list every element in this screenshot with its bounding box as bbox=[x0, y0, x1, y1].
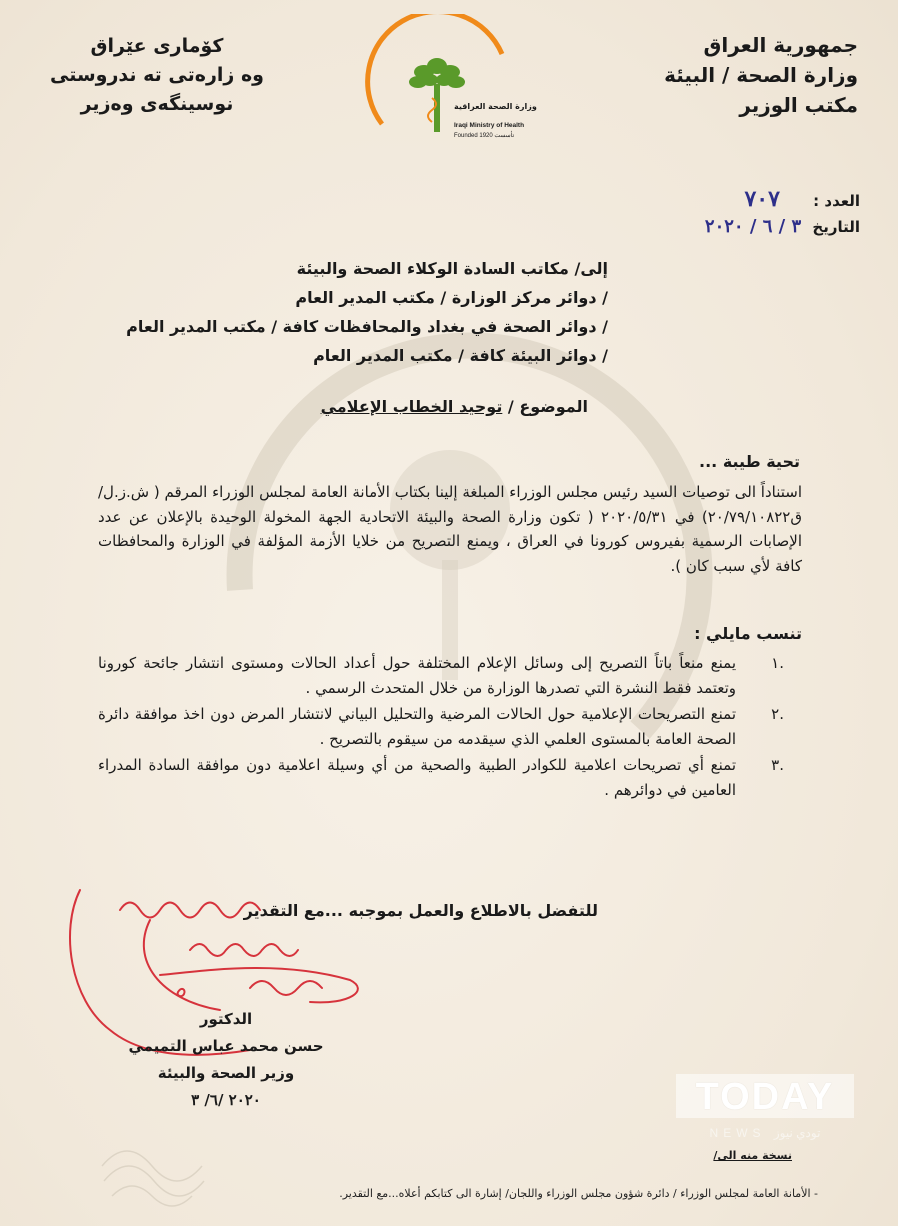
recipient-line: إلى/ مكاتب السادة الوكلاء الصحة والبيئة bbox=[296, 259, 608, 278]
closing-line: للتفضل بالاطلاع والعمل بموجبه ...مع التقدير bbox=[243, 901, 598, 920]
watermark-brand: TODAY bbox=[695, 1076, 835, 1118]
directives-list bbox=[98, 651, 802, 804]
list-item-text: يمنع منعاً باتاً التصريح إلى وسائل الإعلام المختلفة حول أعداد الحالات ومستوى انتشار جائحة كورونا وتعتمد فقط النشرة التي تصدرها الوزارة من خلال المتحدث الرسمي . bbox=[98, 654, 736, 697]
header-kurdish-line: کۆماری عێراق bbox=[90, 35, 224, 57]
list-item bbox=[98, 753, 802, 802]
list-item bbox=[98, 702, 802, 751]
list-item bbox=[98, 651, 802, 700]
greeting: تحية طيبة ... bbox=[699, 452, 800, 471]
signature-block bbox=[126, 1006, 326, 1114]
recipient-line: / دوائر مركز الوزارة / مكتب المدير العام bbox=[295, 288, 608, 307]
signatory-name: حسن محمد عباس التميمي bbox=[128, 1037, 324, 1055]
subject-line bbox=[321, 397, 588, 416]
list-item-text: تمنع أي تصريحات اعلامية للكوادر الطبية والصحية من أي وسيلة اعلامية دون موافقة السادة المدراء العامين في دوائرهم . bbox=[98, 756, 736, 799]
date-label: التاريخ bbox=[812, 218, 860, 236]
logo-name-english: Iraqi Ministry of Health bbox=[454, 122, 525, 129]
number-value: ٧٠٧ bbox=[744, 186, 780, 212]
recipient-line: / دوائر البيئة كافة / مكتب المدير العام bbox=[313, 346, 608, 365]
subject-text: توحيد الخطاب الإعلامي bbox=[320, 397, 503, 416]
header-arabic-line: جمهورية العراق bbox=[703, 33, 858, 57]
today-news-watermark bbox=[676, 1074, 854, 1118]
signatory-title: الدكتور bbox=[199, 1010, 253, 1028]
ministry-logo bbox=[362, 14, 537, 154]
header-arabic-line: مكتب الوزير bbox=[739, 93, 858, 117]
logo-founded: Founded 1920 تأسست bbox=[454, 133, 515, 139]
assign-label: تنسب مايلي : bbox=[694, 624, 802, 643]
watermark-subtext: NEWS تودي نيوز bbox=[709, 1126, 821, 1140]
logo-name-arabic: وزارة الصحة العراقية bbox=[454, 102, 537, 111]
document-date bbox=[705, 216, 860, 237]
header-arabic-line: وزارة الصحة / البيئة bbox=[664, 63, 858, 87]
date-value: ٣ / ٦ / ٢٠٢٠ bbox=[704, 216, 802, 237]
recipients-block bbox=[126, 254, 608, 370]
list-item-number: .٣ bbox=[771, 756, 784, 774]
copy-to-label: نسخة منه الى/ bbox=[713, 1149, 792, 1162]
list-item-number: .٢ bbox=[771, 705, 784, 723]
list-item-text: تمنع التصريحات الإعلامية حول الحالات المرضية والتحليل البياني لانتشار المرض دون اخذ موافقة دائرة الصحة العامة بالمستوى العلمي الذي سيقدمه من سيقوم بالتصريح . bbox=[98, 705, 736, 748]
header-kurdish-line: نوسینگەی وەزیر bbox=[80, 93, 234, 115]
header-kurdish bbox=[42, 32, 272, 119]
header-kurdish-line: وه زارەتی تە ندروستی bbox=[49, 64, 264, 86]
list-item-number: .١ bbox=[771, 654, 784, 672]
recipient-line: / دوائر الصحة في بغداد والمحافظات كافة / مكتب المدير العام bbox=[126, 317, 608, 336]
footer-copy-recipient: - الأمانة العامة لمجلس الوزراء / دائرة شؤون مجلس الوزراء واللجان/ إشارة الى كتابكم أعلاه...مع التقدير. bbox=[339, 1187, 818, 1200]
signature-date: ٢٠٢٠ /٦/ ٣ bbox=[191, 1091, 261, 1109]
signatory-position: وزير الصحة والبيئة bbox=[157, 1064, 295, 1082]
document-number bbox=[744, 186, 860, 212]
subject-label: الموضوع / bbox=[507, 397, 588, 416]
header-arabic bbox=[578, 30, 858, 120]
faint-stamp-icon bbox=[92, 1126, 212, 1216]
body-paragraph: استناداً الى توصيات السيد رئيس مجلس الوزراء المبلغة إلينا بكتاب الأمانة العامة لمجلس الوزراء المرقم ( ش.ز.ل/ ق٢٠/٧٩/١٠٨٢٢) في ٢٠٢٠/٥/٣١ ( تكون وزارة الصحة والبيئة الاتحادية الجهة المخولة الوحيدة بالإعلان عن عدد الإصابات الرسمية بفيروس كورونا في العراق ، ويمنع التصريح من خلايا الأزمة المؤلفة في الوزارة والمحافظات كافة لأي سبب كان ). bbox=[98, 483, 803, 575]
number-label: العدد : bbox=[813, 192, 860, 210]
